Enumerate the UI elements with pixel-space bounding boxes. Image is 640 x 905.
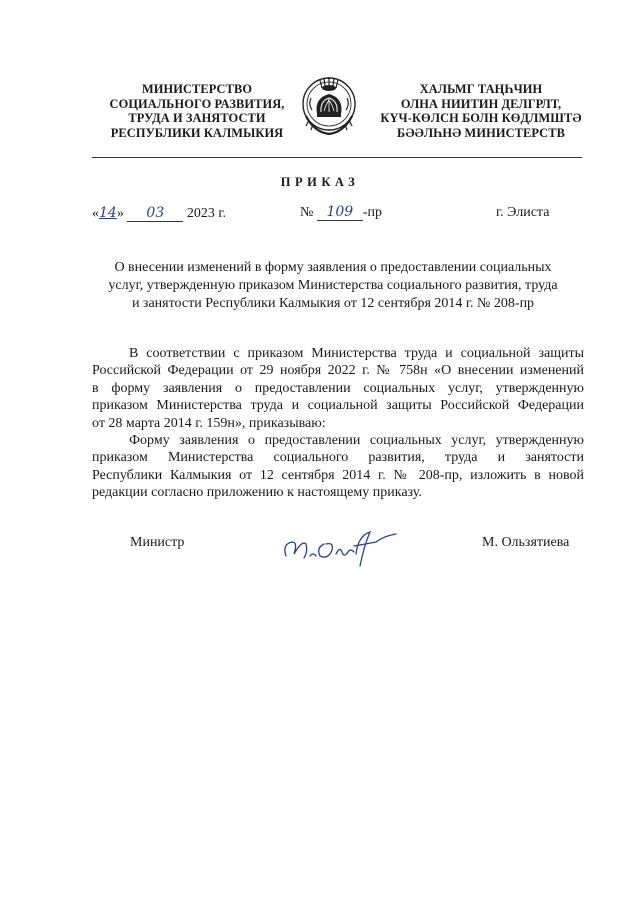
- paragraph-line: редакции согласно приложению к настоящему приказу.: [92, 485, 422, 501]
- paragraph-line: приказом Министерства социального развития, труда и занятости: [92, 450, 584, 466]
- subject-line: услуг, утвержденную приказом Министерства социального развития, труда: [108, 278, 558, 293]
- order-subject: [86, 259, 580, 313]
- ministry-name-kalmyk: [370, 82, 592, 140]
- date-month: 03: [127, 206, 183, 222]
- header-left-line: МИНИСТЕРСТВО: [141, 82, 253, 96]
- subject-line: О внесении изменений в форму заявления о предоставлении социальных: [114, 260, 552, 275]
- header-divider: [92, 157, 582, 158]
- paragraph-line: В соответствии с приказом Министерства труда и социальной защиты: [129, 346, 584, 361]
- number-value: 109: [317, 205, 363, 221]
- header-left-line: ТРУДА И ЗАНЯТОСТИ: [128, 111, 266, 125]
- document-title: ПРИКАЗ: [280, 175, 360, 189]
- paragraph-line: приказом Министерства труда и социальной защиты Российской Федерации: [92, 398, 584, 414]
- signatory-position: Министр: [130, 535, 185, 550]
- republic-emblem-icon: [300, 74, 358, 138]
- order-number: [300, 205, 382, 221]
- header-right-line: ХАЛЬМГ ТАҢҺЧИН: [419, 82, 543, 96]
- subject-line: и занятости Республики Калмыкия от 12 сентября 2014 г. № 208-пр: [131, 296, 535, 311]
- date-day: 14: [99, 205, 117, 221]
- order-city: г. Элиста: [496, 205, 550, 220]
- header-right-line: ОЛНА НИИТИН ДЕЛГРЛТ,: [400, 96, 562, 111]
- number-suffix: -пр: [362, 205, 383, 220]
- header-left-line: РЕСПУБЛИКИ КАЛМЫКИЯ: [110, 125, 284, 140]
- signatory-name: М. Ользятиева: [482, 535, 570, 550]
- paragraph-line: от 28 марта 2014 г. 159н», приказываю:: [92, 415, 326, 431]
- paragraph-legal-basis: [92, 345, 584, 432]
- paragraph-line: Форму заявления о предоставлении социальных услуг, утвержденную: [129, 433, 584, 448]
- paragraph-line: Российской Федерации от 29 ноября 2022 г. № 758н «О внесении изменений: [92, 363, 584, 379]
- paragraph-line: Республики Калмыкия от 12 сентября 2014 г. № 208-пр, изложить в новой: [92, 467, 584, 483]
- paragraph-line: в форму заявления о предоставлении социальных услуг, утвержденную: [92, 380, 584, 396]
- date-close-quote: »: [116, 206, 124, 221]
- header-right-line: БӘӘЛҺНӘ МИНИСТЕРСТВ: [397, 125, 565, 140]
- paragraph-order: [92, 432, 584, 502]
- ministry-name-russian: [92, 82, 302, 140]
- number-prefix: №: [300, 205, 314, 220]
- header-right-line: КҮЧ-КӨЛСН БОЛН КӨДЛМШТӘ: [380, 111, 582, 125]
- header-left-line: СОЦИАЛЬНОГО РАЗВИТИЯ,: [109, 96, 285, 111]
- handwritten-signature: [280, 522, 400, 570]
- date-year: 2023 г.: [186, 206, 226, 221]
- date-open-quote: «: [92, 206, 99, 221]
- order-date: [92, 205, 226, 222]
